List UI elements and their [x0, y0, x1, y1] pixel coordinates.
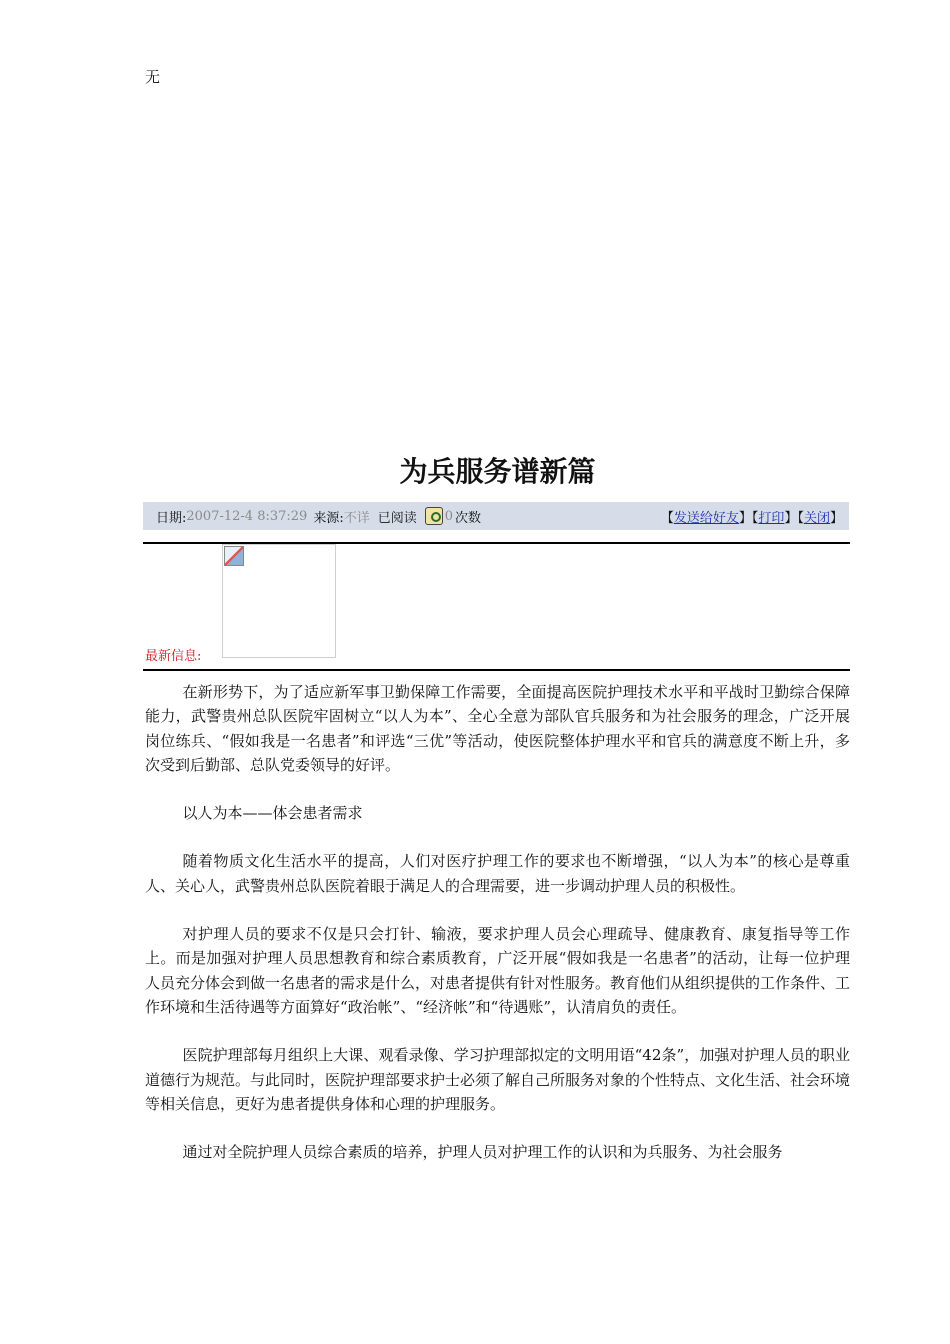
bracket: 】	[829, 510, 843, 526]
top-note: 无	[145, 68, 161, 86]
broken-image-icon	[224, 546, 244, 566]
meta-actions	[661, 507, 843, 526]
paragraph: 通过对全院护理人员综合素质的培养，护理人员对护理工作的认识和为兵服务、为社会服务	[182, 1143, 783, 1162]
article-title: 为兵服务谱新篇	[399, 455, 596, 488]
bracket: 】	[738, 510, 752, 526]
bracket: 】	[784, 510, 798, 526]
read-count: 0	[444, 508, 454, 524]
paragraph: 随着物质文化生活水平的提高，人们对医疗护理工作的要求也不断增强，“以人为本”的核心是尊重人、关心人，武警贵州总队医院着眼于满足人的合理需要，进一步调动护理人员的积极性。	[145, 852, 850, 895]
paragraph: 在新形势下，为了适应新军事卫勤保障工作需要，全面提高医院护理技术水平和平战时卫勤综合保障能力，武警贵州总队医院牢固树立“以人为本”、全心全意为部队官兵服务和为社会服务的理念，广泛开展岗位练兵、“假如我是一名患者”和评选“三优”等活动，使医院整体护理水平和官兵的满意度不断上升，多次受到后勤部、总队党委领导的好评。	[145, 683, 850, 774]
article-meta-bar	[143, 502, 849, 530]
date-label: 日期:	[156, 510, 187, 526]
date-value: 2007-12-4 8:37:29	[186, 508, 308, 524]
bracket: 【	[751, 510, 759, 526]
latest-info-image[interactable]	[222, 544, 336, 658]
source-value: 不详	[343, 510, 370, 526]
article-body	[145, 680, 850, 1188]
bracket: 【	[797, 510, 804, 526]
meta-info	[156, 507, 481, 526]
send-to-friend-link[interactable]: 发送给好友	[673, 510, 739, 526]
close-link[interactable]: 关闭	[803, 510, 830, 526]
read-suffix: 次数	[455, 510, 482, 526]
paragraph: 医院护理部每月组织上大课、观看录像、学习护理部拟定的文明用语“42条”，加强对护理人员的职业道德行为规范。与此同时，医院护理部要求护士必须了解自己所服务对象的个性特点、文化生活、社会环境等相关信息，更好为患者提供身体和心理的护理服务。	[145, 1046, 851, 1113]
read-label: 已阅读	[377, 510, 417, 526]
latest-info-label: 最新信息:	[145, 649, 202, 664]
divider-bottom	[143, 669, 850, 671]
section-heading: 以人为本——体会患者需求	[182, 804, 363, 823]
paragraph: 对护理人员的要求不仅是只会打针、输液，要求护理人员会心理疏导、健康教育、康复指导等工作上。而是加强对护理人员思想教育和综合素质教育，广泛开展“假如我是一名患者”的活动，让每一位护理人员充分体会到做一名患者的需求是什么，对患者提供有针对性服务。教育他们从组织提供的工作条件、工作环境和生活待遇等方面算好“政治帐”、“经济帐”和“待遇账”，认清肩负的责任。	[145, 925, 851, 1016]
print-link[interactable]: 打印	[758, 510, 785, 526]
source-label: 来源:	[313, 510, 344, 526]
bracket: 【	[660, 510, 674, 526]
read-counter-icon	[425, 507, 443, 525]
